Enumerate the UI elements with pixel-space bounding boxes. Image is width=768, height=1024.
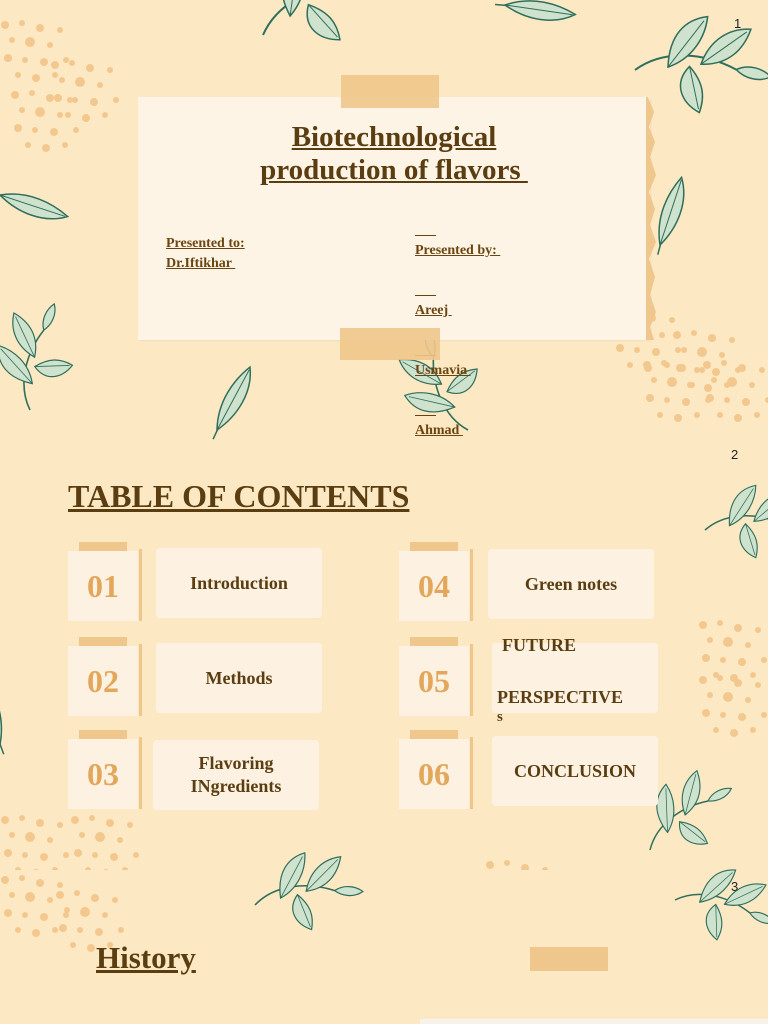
- toc-number: 01: [68, 551, 138, 621]
- presenter-name: Usmavia: [415, 363, 471, 378]
- tape-decoration: [530, 947, 608, 971]
- title-line-1: Biotechnological: [291, 121, 497, 153]
- dot-pattern: [698, 620, 768, 740]
- toc-title: TABLE OF CONTENTS: [68, 478, 410, 514]
- leaf-decoration: [0, 670, 22, 750]
- dot-pattern: [485, 860, 575, 870]
- presented-to-block: [166, 234, 245, 274]
- toc-item-methods[interactable]: Methods: [156, 643, 322, 713]
- dot-pattern: [0, 20, 130, 150]
- toc-number: 06: [399, 739, 469, 809]
- tape-decoration: [340, 328, 440, 360]
- slide-2: [0, 440, 768, 870]
- presented-to-name: Dr.Iftikhar: [166, 256, 236, 271]
- toc-item-label-line: FUTURE: [502, 635, 577, 655]
- toc-number: 03: [68, 739, 138, 809]
- leaf-decoration: [245, 870, 365, 950]
- toc-item-future-perspectives-label: [497, 632, 623, 724]
- presenter-name: Areej: [415, 303, 452, 318]
- tape-decoration: [341, 75, 439, 108]
- toc-number: 04: [399, 551, 469, 621]
- page-number: 3: [731, 879, 739, 894]
- presentation-title: [138, 121, 650, 187]
- leaf-decoration: [212, 378, 272, 433]
- page-number: 2: [731, 447, 739, 462]
- toc-item-introduction[interactable]: Introduction: [156, 548, 322, 618]
- presenter-name: Ahmad: [415, 423, 463, 438]
- slide-title: History: [96, 940, 196, 975]
- slide-1: [0, 0, 768, 438]
- toc-number: 05: [399, 646, 469, 716]
- toc-item-label-line: s: [497, 709, 503, 725]
- presented-to-label: Presented to:: [166, 236, 245, 251]
- toc-number: 02: [68, 646, 138, 716]
- toc-item-flavoring-ingredients[interactable]: [153, 740, 319, 810]
- presented-by-label: Presented by:: [415, 243, 501, 258]
- toc-item-conclusion[interactable]: CONCLUSION: [492, 736, 658, 806]
- page-number: 1: [734, 16, 742, 31]
- leaf-decoration: [0, 185, 50, 255]
- dot-pattern: [0, 815, 150, 870]
- title-line-2: production of flavors: [260, 154, 528, 186]
- toc-item-label-line: PERSPECTIVE: [497, 687, 624, 707]
- leaf-decoration: [700, 470, 768, 570]
- leaf-decoration: [15, 310, 115, 420]
- content-card-edge: [420, 1019, 768, 1024]
- toc-item-label-line: Flavoring: [198, 753, 274, 773]
- toc-item-label-line: INgredients: [190, 776, 282, 796]
- leaf-decoration: [655, 185, 710, 255]
- title-card: [138, 97, 650, 438]
- dot-pattern: [0, 870, 120, 950]
- leaf-decoration: [670, 870, 768, 970]
- slide-3: [0, 870, 768, 1024]
- toc-item-green-notes[interactable]: Green notes: [488, 549, 654, 619]
- leaf-decoration: [495, 0, 565, 55]
